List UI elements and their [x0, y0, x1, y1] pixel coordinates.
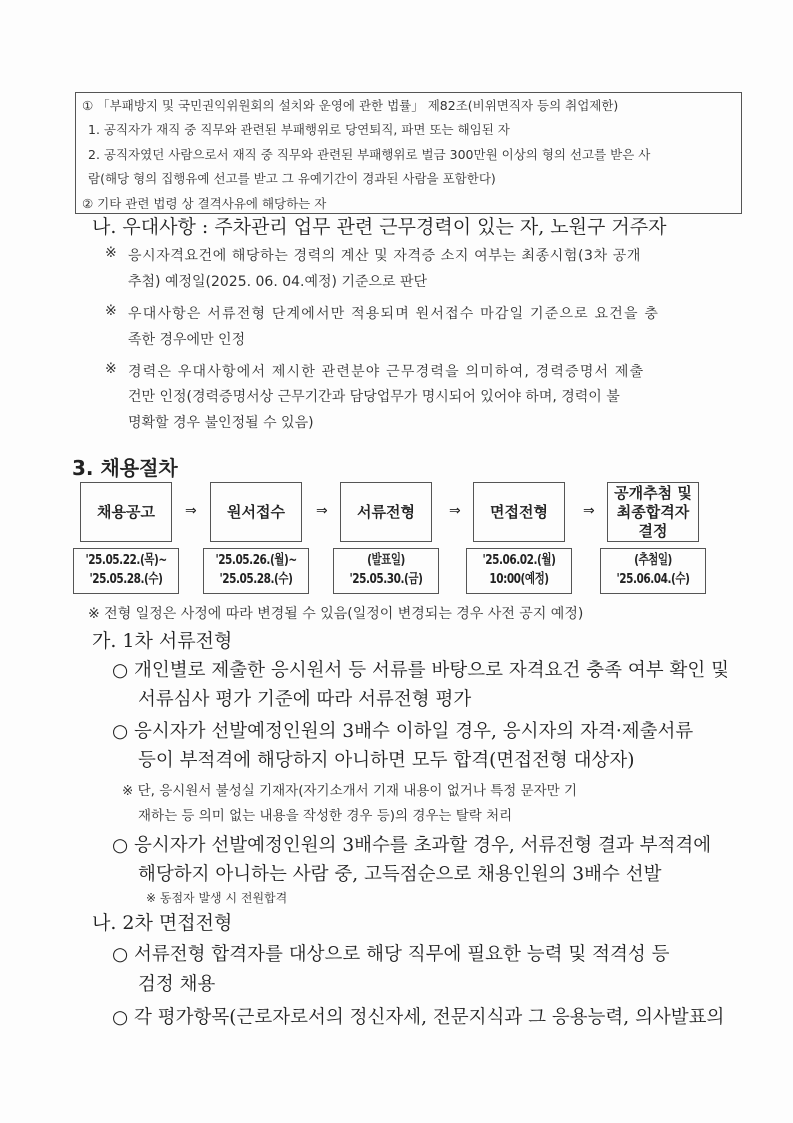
bullet-text: 해당하지 아니하는 사람 중, 고득점순으로 채용인원의 3배수 선발 — [138, 864, 662, 885]
step-name: 공개추첨 및 — [614, 483, 692, 502]
bullet-text: 서류심사 평가 기준에 따라 서류전형 평가 — [138, 689, 472, 710]
note-text: 응시자격요건에 해당하는 경력의 계산 및 자격증 소지 여부는 최종시험(3차 공개 — [128, 248, 641, 264]
note-text: 추첨) 예정일(2025. 06. 04.예정) 기준으로 판단 — [128, 274, 428, 290]
arrow-icon: ⇒ — [185, 503, 197, 519]
note-mark: ※ — [105, 361, 117, 377]
law-line: 1. 공직자가 재직 중 직무와 관련된 부패행위로 당연퇴직, 파면 또는 해임된 자 — [88, 122, 510, 137]
date-line: '25.06.02.(월) — [482, 552, 556, 568]
date-box — [600, 548, 706, 594]
date-line: '25.05.28.(수) — [89, 571, 163, 587]
date-line: '25.05.22.(목)~ — [85, 552, 167, 568]
step-box — [607, 482, 699, 542]
date-line: 10:00(예정) — [489, 571, 549, 587]
note-text: ※ 동점자 발생 시 전원합격 — [146, 891, 288, 905]
note-mark: ※ — [105, 245, 117, 261]
note-mark: ※ — [105, 303, 117, 319]
step-name: 결정 — [638, 521, 668, 540]
law-line: 람(해당 형의 집행유예 선고를 받고 그 유예기간이 경과된 사람을 포함한다) — [88, 171, 496, 186]
date-line: '25.05.26.(월)~ — [215, 552, 297, 568]
law-box — [75, 92, 742, 214]
note-text: 경력은 우대사항에서 제시한 관련분야 근무경력을 의미하여, 경력증명서 제출 — [128, 364, 645, 380]
date-line: (발표일) — [367, 552, 405, 568]
step-box: 서류전형 — [340, 482, 432, 542]
note-text: 재하는 등 의미 없는 내용을 작성한 경우 등)의 경우는 탈락 처리 — [138, 808, 513, 824]
schedule-note: ※ 전형 일정은 사정에 따라 변경될 수 있음(일정이 변경되는 경우 사전 공지 예정) — [88, 606, 584, 622]
note-text: ※ 단, 응시원서 불성실 기재자(자기소개서 기재 내용이 없거나 특정 문자만 기 — [122, 783, 578, 799]
step-box: 원서접수 — [210, 482, 302, 542]
bullet-text: 등이 부적격에 해당하지 아니하면 모두 합격(면접전형 대상자) — [138, 750, 635, 771]
law-line: ① 「부패방지 및 국민권익위원회의 설치와 운영에 관한 법률」 제82조(비위면직자 등의 취업제한) — [82, 98, 619, 113]
first-stage-heading: 가. 1차 서류전형 — [92, 630, 233, 652]
law-line: 2. 공직자였던 사람으로서 재직 중 직무와 관련된 부패행위로 벌금 300만원 이상의 형의 선고를 받은 사 — [88, 147, 651, 162]
law-line: ② 기타 관련 법령 상 결격사유에 해당하는 자 — [82, 196, 327, 211]
date-line: (추첨일) — [634, 552, 672, 568]
preference-heading: 나. 우대사항 : 주차관리 업무 관련 근무경력이 있는 자, 노원구 거주자 — [92, 216, 667, 238]
date-line: '25.05.28.(수) — [219, 571, 293, 587]
date-box — [466, 548, 572, 594]
bullet-text: ○ 개인별로 제출한 응시원서 등 서류를 바탕으로 자격요건 충족 여부 확인 및 — [112, 660, 729, 681]
second-stage-heading: 나. 2차 면접전형 — [92, 912, 233, 934]
section-title: 3. 채용절차 — [72, 456, 178, 480]
arrow-icon: ⇒ — [316, 503, 328, 519]
arrow-icon: ⇒ — [583, 503, 595, 519]
date-box — [73, 548, 179, 594]
step-box: 채용공고 — [80, 482, 172, 542]
date-line: '25.06.04.(수) — [616, 571, 690, 587]
note-text: 건만 인정(경력증명서상 근무기간과 담당업무가 명시되어 있어야 하며, 경력이 불 — [128, 389, 620, 405]
date-box — [203, 548, 309, 594]
note-text: 우대사항은 서류전형 단계에서만 적용되며 원서접수 마감일 기준으로 요건을 충 — [128, 306, 660, 322]
step-box: 면접전형 — [473, 482, 565, 542]
date-box — [333, 548, 439, 594]
step-name: 최종합격자 — [616, 502, 690, 521]
arrow-icon: ⇒ — [449, 503, 461, 519]
bullet-text: ○ 각 평가항목(근로자로서의 정신자세, 전문지식과 그 응용능력, 의사발표의 — [112, 1007, 725, 1028]
note-text: 족한 경우에만 인정 — [128, 332, 246, 348]
date-line: '25.05.30.(금) — [349, 571, 423, 587]
bullet-text: ○ 서류전형 합격자를 대상으로 해당 직무에 필요한 능력 및 적격성 등 — [112, 944, 670, 965]
bullet-text: ○ 응시자가 선발예정인원의 3배수 이하일 경우, 응시자의 자격·제출서류 — [112, 721, 694, 742]
note-text: 명확할 경우 불인정될 수 있음) — [128, 415, 314, 431]
bullet-text: ○ 응시자가 선발예정인원의 3배수를 초과할 경우, 서류전형 결과 부적격에 — [112, 835, 712, 856]
bullet-text: 검정 채용 — [138, 974, 216, 995]
